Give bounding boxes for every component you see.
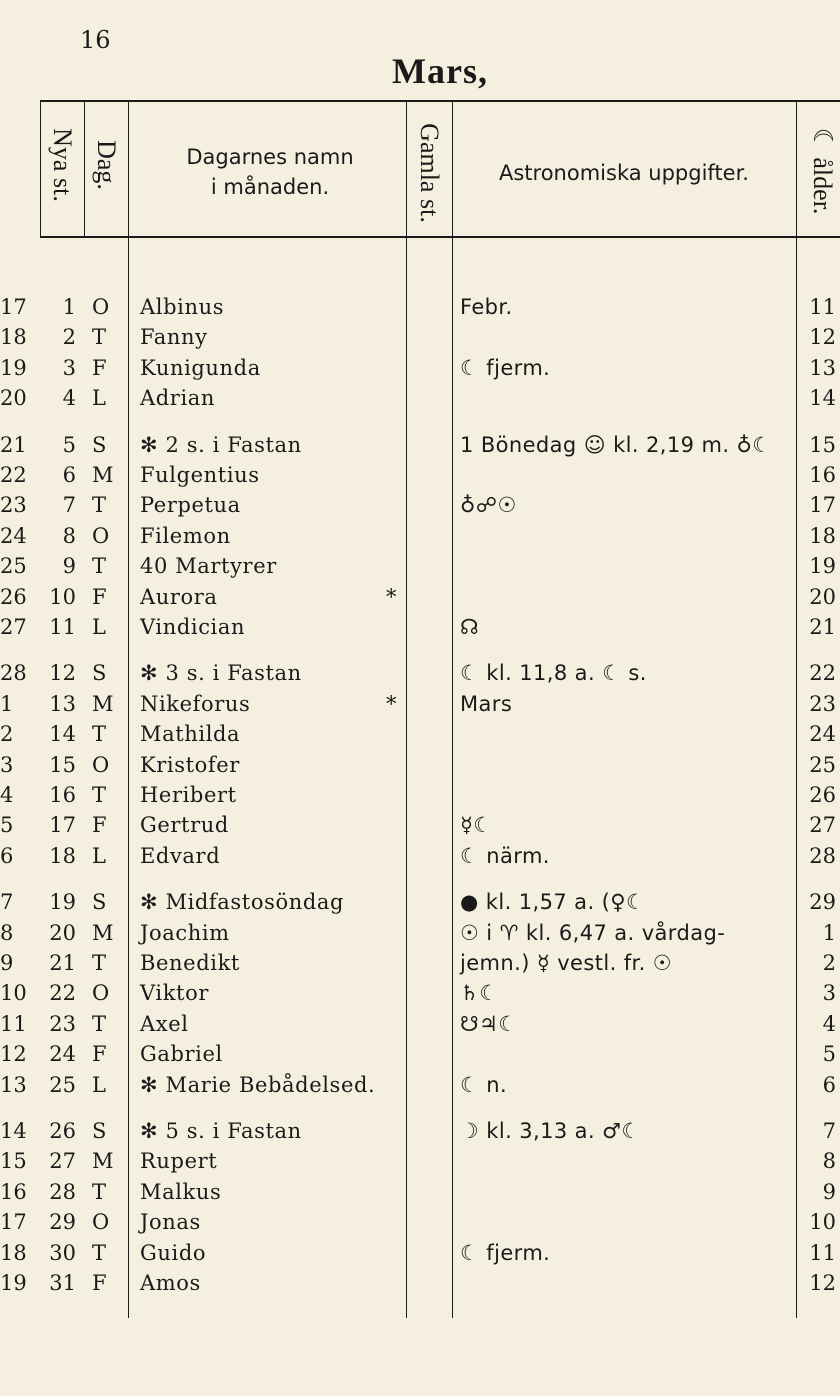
cell-dag: L <box>92 386 106 411</box>
cell-astro: ☾ närm. <box>460 843 550 868</box>
cell-gamla: 20 <box>0 386 27 411</box>
cell-name: Fanny <box>140 325 208 350</box>
cell-alder: 19 <box>809 554 836 579</box>
cell-gamla: 13 <box>0 1072 27 1097</box>
cell-astro: ☽ kl. 3,13 a. ♂☾ <box>460 1119 641 1143</box>
cell-name: Albinus <box>140 295 225 319</box>
cell-name: 40 Martyrer <box>140 554 277 579</box>
cell-astro: Mars <box>460 691 513 716</box>
table-row <box>0 778 840 812</box>
cell-nya: 18 <box>49 843 76 868</box>
cell-name: Jonas <box>140 1210 201 1235</box>
header-dag: Dag. <box>92 140 121 190</box>
cell-dag: S <box>92 661 107 686</box>
cell-name: Amos <box>140 1271 201 1295</box>
cell-gamla: 18 <box>0 325 27 350</box>
cell-gamla: 25 <box>0 554 27 579</box>
cell-name: Benedikt <box>140 951 240 975</box>
cell-name: Heribert <box>140 783 237 807</box>
table-row <box>0 1236 840 1270</box>
cell-astro: ♄☾ <box>460 981 499 1006</box>
cell-astro: ● kl. 1,57 a. (♀☾ <box>460 890 646 915</box>
cell-gamla: 3 <box>0 752 14 777</box>
cell-name: Aurora <box>140 584 218 609</box>
cell-gamla: 18 <box>0 1240 27 1265</box>
cell-dag: F <box>92 1271 107 1295</box>
cell-nya: 7 <box>62 493 76 518</box>
cell-nya: 20 <box>49 920 76 945</box>
table-row <box>0 1266 840 1300</box>
cell-gamla: 24 <box>0 523 27 548</box>
table-row <box>0 1007 840 1041</box>
cell-alder: 7 <box>822 1119 836 1143</box>
cell-nya: 28 <box>49 1179 76 1204</box>
table-row <box>0 808 840 842</box>
cell-gamla: 14 <box>0 1119 27 1143</box>
cell-astro: jemn.) ☿ vestl. fr. ☉ <box>460 951 673 975</box>
table-row <box>0 320 840 354</box>
cell-nya: 17 <box>49 813 76 838</box>
cell-dag: M <box>92 1149 114 1174</box>
cell-dag: S <box>92 1119 107 1143</box>
cell-dag: T <box>92 1240 107 1265</box>
table-row <box>0 1068 840 1102</box>
header-rule-top <box>40 100 840 102</box>
cell-name: Mathilda <box>140 722 241 747</box>
cell-astro: ☉ i ♈ kl. 6,47 a. vårdag- <box>460 920 726 945</box>
cell-alder: 14 <box>809 386 836 411</box>
cell-name: ✻ 2 s. i Fastan <box>140 432 302 457</box>
cell-dag: O <box>92 295 110 319</box>
cell-alder: 1 <box>822 920 836 945</box>
cell-name: Gertrud <box>140 813 229 838</box>
cell-name: Adrian <box>140 386 216 411</box>
cell-dag: T <box>92 1179 107 1204</box>
cell-name: Joachim <box>140 920 230 945</box>
cell-dag: T <box>92 325 107 350</box>
cell-dag: M <box>92 463 114 487</box>
cell-gamla: 27 <box>0 615 27 639</box>
cell-alder: 21 <box>809 615 836 639</box>
column-divider <box>40 100 41 238</box>
cell-gamla: 26 <box>0 584 27 609</box>
cell-nya: 26 <box>49 1119 76 1143</box>
header-nya-stil: Nya st. <box>48 128 77 202</box>
cell-alder: 11 <box>809 295 836 319</box>
table-row <box>0 717 840 751</box>
cell-alder: 26 <box>809 783 836 807</box>
cell-name: Malkus <box>140 1179 222 1204</box>
cell-name: Kristofer <box>140 752 240 777</box>
table-row <box>0 656 840 690</box>
cell-dag: S <box>92 890 107 915</box>
cell-gamla: 19 <box>0 1271 27 1295</box>
cell-alder: 13 <box>809 355 836 380</box>
cell-name: Fulgentius <box>140 463 260 487</box>
cell-gamla: 2 <box>0 722 14 747</box>
cell-nya: 16 <box>49 783 76 807</box>
cell-name: ✻ Midfastosöndag <box>140 890 345 915</box>
table-row <box>0 381 840 415</box>
cell-alder: 24 <box>809 722 836 747</box>
table-row <box>0 946 840 980</box>
cell-name: Guido <box>140 1240 207 1265</box>
cell-alder: 10 <box>809 1210 836 1235</box>
cell-nya: 24 <box>49 1042 76 1067</box>
cell-name: ✻ 5 s. i Fastan <box>140 1119 302 1143</box>
cell-gamla: 17 <box>0 295 27 319</box>
cell-star: * <box>386 691 397 716</box>
cell-gamla: 5 <box>0 813 14 838</box>
table-row <box>0 1205 840 1239</box>
cell-nya: 4 <box>62 386 76 411</box>
cell-alder: 23 <box>809 691 836 716</box>
cell-astro: ☾ kl. 11,8 a. ☾ s. <box>460 661 647 686</box>
table-row <box>0 916 840 950</box>
cell-dag: S <box>92 432 107 457</box>
table-row <box>0 549 840 583</box>
table-row <box>0 1114 840 1148</box>
cell-name: Rupert <box>140 1149 218 1174</box>
cell-alder: 28 <box>809 843 836 868</box>
cell-dag: L <box>92 1072 106 1097</box>
cell-nya: 8 <box>62 523 76 548</box>
cell-alder: 15 <box>809 432 836 457</box>
cell-gamla: 9 <box>0 951 14 975</box>
cell-dag: O <box>92 981 110 1006</box>
cell-alder: 6 <box>822 1072 836 1097</box>
cell-alder: 12 <box>809 325 836 350</box>
cell-gamla: 7 <box>0 890 14 915</box>
cell-nya: 14 <box>49 722 76 747</box>
page-number: 16 <box>80 26 111 54</box>
cell-nya: 13 <box>49 691 76 716</box>
cell-name: Filemon <box>140 523 231 548</box>
header-day-names-line1: Dagarnes namn <box>186 145 354 169</box>
cell-gamla: 8 <box>0 920 14 945</box>
page-title: Mars, <box>392 51 488 91</box>
cell-dag: F <box>92 584 107 609</box>
cell-gamla: 16 <box>0 1179 27 1204</box>
cell-name: Gabriel <box>140 1042 223 1067</box>
cell-alder: 11 <box>809 1240 836 1265</box>
cell-name: ✻ Marie Bebådelsed. <box>140 1072 376 1097</box>
cell-nya: 27 <box>49 1149 76 1174</box>
cell-alder: 27 <box>809 813 836 838</box>
cell-name: Kunigunda <box>140 355 261 380</box>
cell-nya: 21 <box>49 951 76 975</box>
cell-alder: 16 <box>809 463 836 487</box>
cell-star: * <box>386 584 397 609</box>
table-row <box>0 1175 840 1209</box>
cell-name: Perpetua <box>140 493 241 518</box>
cell-gamla: 1 <box>0 691 14 716</box>
cell-nya: 25 <box>49 1072 76 1097</box>
table-row <box>0 748 840 782</box>
cell-name: Edvard <box>140 843 221 868</box>
cell-nya: 29 <box>49 1210 76 1235</box>
cell-gamla: 22 <box>0 463 27 487</box>
cell-name: Nikeforus <box>140 691 251 716</box>
cell-astro: ☿☾ <box>460 813 493 838</box>
cell-gamla: 23 <box>0 493 27 518</box>
cell-nya: 22 <box>49 981 76 1006</box>
cell-nya: 19 <box>49 890 76 915</box>
table-row <box>0 687 840 721</box>
cell-name: ✻ 3 s. i Fastan <box>140 661 302 686</box>
cell-gamla: 4 <box>0 783 14 807</box>
cell-astro: ☋♃☾ <box>460 1011 518 1036</box>
cell-gamla: 28 <box>0 661 27 686</box>
cell-gamla: 10 <box>0 981 27 1006</box>
header-gamla-stil: Gamla st. <box>415 123 444 223</box>
cell-dag: T <box>92 951 107 975</box>
cell-alder: 4 <box>822 1011 836 1036</box>
cell-gamla: 19 <box>0 355 27 380</box>
table-row <box>0 351 840 385</box>
cell-nya: 31 <box>49 1271 76 1295</box>
cell-alder: 5 <box>822 1042 836 1067</box>
cell-name: Vindician <box>140 615 246 639</box>
cell-dag: T <box>92 554 107 579</box>
header-day-names-line2: i månaden. <box>210 175 330 199</box>
table-row <box>0 519 840 553</box>
table-row <box>0 885 840 919</box>
cell-nya: 30 <box>49 1240 76 1265</box>
header-astronomical: Astronomiska uppgifter. <box>499 161 749 185</box>
cell-dag: T <box>92 722 107 747</box>
cell-alder: 29 <box>809 890 836 915</box>
cell-dag: F <box>92 813 107 838</box>
cell-nya: 12 <box>49 661 76 686</box>
cell-nya: 10 <box>49 584 76 609</box>
cell-dag: L <box>92 615 106 639</box>
cell-astro: ♁☍☉ <box>460 493 517 518</box>
cell-alder: 17 <box>809 493 836 518</box>
cell-dag: O <box>92 523 110 548</box>
cell-alder: 9 <box>822 1179 836 1204</box>
table-row <box>0 1144 840 1178</box>
cell-gamla: 21 <box>0 432 27 457</box>
cell-astro: 1 Bönedag ☺ kl. 2,19 m. ♁☾ <box>460 432 772 457</box>
cell-nya: 5 <box>62 432 76 457</box>
cell-dag: L <box>92 843 106 868</box>
table-row <box>0 488 840 522</box>
cell-nya: 6 <box>62 463 76 487</box>
cell-astro: ☾ n. <box>460 1072 508 1097</box>
header-day-names <box>140 142 400 202</box>
cell-nya: 9 <box>62 554 76 579</box>
cell-alder: 3 <box>822 981 836 1006</box>
cell-gamla: 12 <box>0 1042 27 1067</box>
table-row <box>0 458 840 492</box>
cell-nya: 3 <box>62 355 76 380</box>
cell-gamla: 6 <box>0 843 14 868</box>
cell-dag: F <box>92 1042 107 1067</box>
cell-nya: 2 <box>62 325 76 350</box>
cell-dag: M <box>92 920 114 945</box>
cell-gamla: 11 <box>0 1011 27 1036</box>
cell-nya: 1 <box>62 295 76 319</box>
column-divider <box>84 100 85 238</box>
cell-alder: 8 <box>822 1149 836 1174</box>
cell-gamla: 15 <box>0 1149 27 1174</box>
cell-astro: ☾ fjerm. <box>460 1240 551 1265</box>
cell-nya: 15 <box>49 752 76 777</box>
table-row <box>0 839 840 873</box>
cell-alder: 2 <box>822 951 836 975</box>
header-rule-bottom <box>40 236 840 238</box>
cell-dag: T <box>92 1011 107 1036</box>
table-row <box>0 610 840 644</box>
table-row <box>0 428 840 462</box>
table-row <box>0 290 840 324</box>
table-row <box>0 976 840 1010</box>
cell-nya: 11 <box>49 615 76 639</box>
table-row <box>0 580 840 614</box>
cell-gamla: 17 <box>0 1210 27 1235</box>
cell-dag: M <box>92 691 114 716</box>
cell-nya: 23 <box>49 1011 76 1036</box>
cell-alder: 25 <box>809 752 836 777</box>
cell-alder: 18 <box>809 523 836 548</box>
cell-alder: 20 <box>809 584 836 609</box>
cell-name: Viktor <box>140 981 209 1006</box>
table-row <box>0 1037 840 1071</box>
cell-dag: O <box>92 1210 110 1235</box>
cell-astro: ☾ fjerm. <box>460 355 551 380</box>
header-moon-age: ☾ ålder. <box>808 127 837 215</box>
cell-dag: T <box>92 783 107 807</box>
cell-dag: O <box>92 752 110 777</box>
cell-dag: F <box>92 355 107 380</box>
cell-alder: 12 <box>809 1271 836 1295</box>
cell-astro: Febr. <box>460 295 513 319</box>
cell-dag: T <box>92 493 107 518</box>
cell-name: Axel <box>140 1011 189 1036</box>
cell-alder: 22 <box>809 661 836 686</box>
cell-astro: ☊ <box>460 615 480 639</box>
